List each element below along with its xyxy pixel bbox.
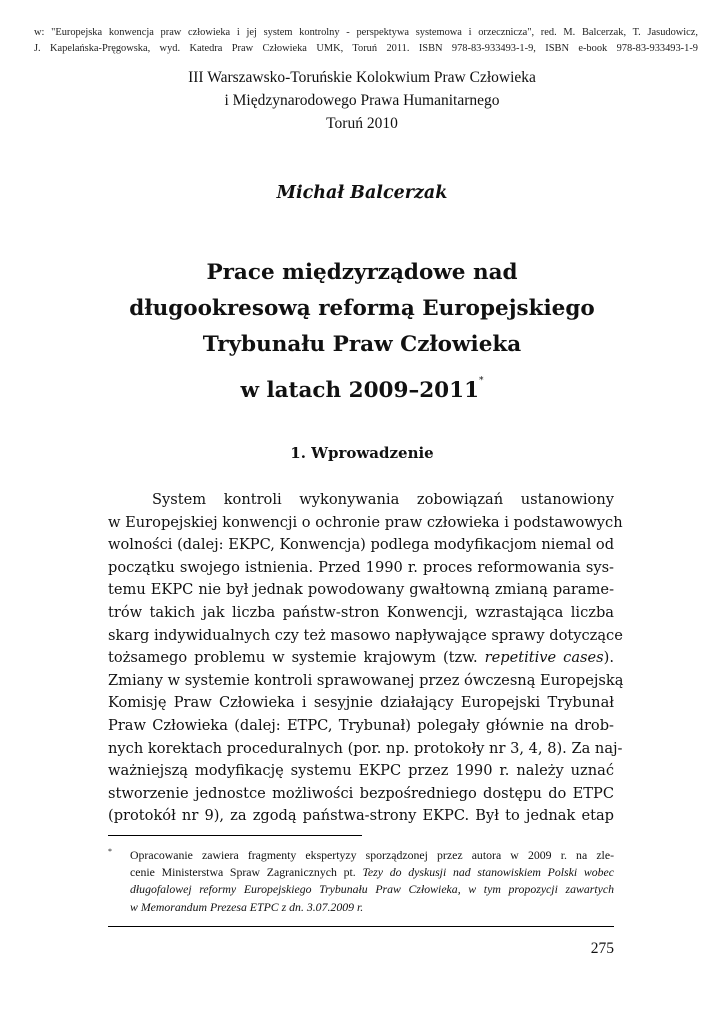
footnote-marker: *: [108, 847, 112, 856]
body-line-text: tożsamego problemu w systemie krajowym (tzw.: [108, 649, 478, 667]
body-line: wolności (dalej: EKPC, Konwencja) podlega modyfikacjom niemal od: [108, 536, 615, 554]
footnote-separator: [108, 835, 362, 836]
title-line-1: Prace międzyrządowe nad: [206, 260, 518, 285]
body-line: skarg indywidualnych czy też masowo napływające sprawy dotyczące: [108, 626, 623, 644]
italic-term: repetitive cases: [484, 649, 604, 667]
footnote-line: [130, 864, 614, 881]
body-line: [108, 647, 614, 670]
citation-line-2: J. Kapelańska-Pręgowska, wyd. Katedra Praw Człowieka UMK, Toruń 2011. ISBN 978-83-933493-1-9, ISBN e-book 978-83-933493-1-9: [34, 43, 698, 54]
footnote-line: Opracowanie zawiera fragmenty ekspertyzy sporządzonej przez autora w 2009 r. na zle-: [130, 848, 614, 862]
body-line: nych korektach proceduralnych (por. np. protokoły nr 3, 4, 8). Za naj-: [108, 739, 623, 757]
body-line: (protokół nr 9), za zgodą państwa-strony EKPC. Był to jednak etap: [108, 807, 614, 825]
body-line: Zmiany w systemie kontroli sprawowanej przez ówczesną Europejską: [108, 671, 624, 689]
body-line: początku swojego istnienia. Przed 1990 r. proces reformowania sys-: [108, 558, 614, 576]
body-line-punct: ).: [603, 649, 614, 667]
footnote-italic-title: Tezy do dyskusji nad stanowiskiem Polski wobec: [362, 865, 614, 880]
body-line: System kontroli wykonywania zobowiązań ustanowiony: [152, 491, 614, 508]
body-line: Praw Człowieka (dalej: ETPC, Trybunał) polegały głównie na drob-: [108, 716, 614, 734]
footnote-line: w Memorandum Prezesa ETPC z dn. 3.07.2009 r.: [130, 899, 364, 914]
body-line: w Europejskiej konwencji o ochronie praw człowieka i podstawowych: [108, 513, 623, 531]
title-line-4: [0, 363, 724, 409]
colloquium-line-3: Toruń 2010: [326, 115, 398, 132]
author-name: Michał Balcerzak: [276, 183, 448, 203]
title-line-4-text: w latach 2009–2011: [240, 378, 480, 403]
page-number: 275: [590, 940, 614, 957]
body-line: Komisję Praw Człowieka i sesyjnie działający Europejski Trybunał: [108, 694, 614, 712]
section-heading: 1. Wprowadzenie: [290, 444, 434, 462]
colloquium-header: [0, 66, 724, 135]
body-paragraph: [108, 489, 624, 828]
colloquium-line-2: i Międzynarodowego Prawa Humanitarnego: [224, 92, 500, 109]
body-line: ważniejszą modyfikację systemu EKPC przez 1990 r. należy uznać: [108, 762, 614, 780]
footnote-line: długofalowej reformy Europejskiego Trybunału Praw Człowieka, w tym propozycji zawartych: [130, 882, 614, 897]
body-line: stworzenie jednostce możliwości bezpośredniego dostępu do ETPC: [108, 784, 614, 802]
body-line: trów takich jak liczba państw-stron Konwencji, wzrastająca liczba: [108, 603, 614, 621]
article-title: [0, 255, 724, 409]
footnote-line-text: cenie Ministerstwa Spraw Zagranicznych pt.: [130, 865, 356, 880]
title-footnote-marker: *: [479, 376, 484, 386]
footnote: [130, 847, 614, 916]
title-line-3: Trybunału Praw Człowieka: [202, 332, 522, 357]
body-line: temu EKPC nie był jednak powodowany gwałtowną zmianą parame-: [108, 581, 614, 599]
bottom-rule: [108, 926, 614, 927]
citation-line-1: w: "Europejska konwencja praw człowieka i jej system kontrolny - perspektywa systemowa i orzecznicza", red. M. Balcerzak, T. Jasudowicz,: [34, 27, 698, 38]
citation-header: [34, 25, 698, 57]
colloquium-line-1: III Warszawsko-Toruńskie Kolokwium Praw Człowieka: [188, 69, 536, 86]
title-line-2: długookresową reformą Europejskiego: [129, 296, 595, 321]
